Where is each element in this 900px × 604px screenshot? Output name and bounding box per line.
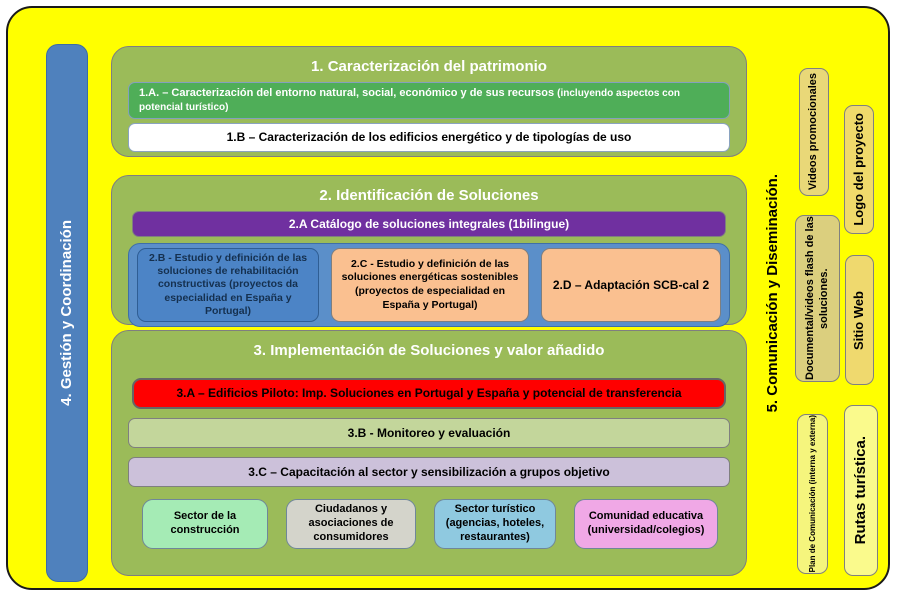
sitio-web-box [845, 255, 874, 385]
item-2a-box: 2.A Catálogo de soluciones integrales (1bilingue) [132, 211, 726, 237]
audience-construction-box: Sector de la construcción [142, 499, 268, 549]
rutas-turistica-box [844, 405, 878, 576]
section-1-title: 1. Caracterización del patrimonio [311, 58, 547, 75]
audience-citizens-box: Ciudadanos y asociaciones de consumidores [286, 499, 416, 549]
logo-proyecto-box [844, 105, 874, 234]
rutas-turistica-label: Rutas turística. [851, 436, 869, 545]
videos-promocionales-box [799, 68, 829, 196]
item-3a-box: 3.A – Edificios Piloto: Imp. Soluciones en Portugal y España y potencial de transferencia [132, 378, 726, 409]
item-3c-box: 3.C – Capacitación al sector y sensibilización a grupos objetivo [128, 457, 730, 487]
logo-proyecto-label: Logo del proyecto [850, 113, 866, 226]
section-1-panel [111, 46, 747, 157]
section-2-solutions-container [128, 243, 730, 327]
section-2-title: 2. Identificación de Soluciones [319, 187, 539, 204]
management-bar [46, 44, 88, 582]
documental-videos-box [795, 215, 840, 382]
item-1a-label: 1.A. – Caracterización del entorno natural, social, económico y de sus recursos [139, 87, 558, 99]
item-2b-box: 2.B - Estudio y definición de las soluciones de rehabilitación constructivas (proyectos da especialidad en España y Portugal) [137, 248, 319, 322]
documental-videos-label: Documental/videos flash de las soluciones. [803, 216, 830, 381]
section-3-title: 3. Implementación de Soluciones y valor añadido [253, 342, 605, 359]
section-3-panel [111, 330, 747, 576]
management-bar-label: 4. Gestión y Coordinación [57, 220, 75, 406]
sitio-web-label: Sitio Web [851, 290, 867, 350]
audience-row [142, 499, 718, 549]
section-2-panel [111, 175, 747, 325]
communication-title: 5. Comunicación y Diseminación. [763, 173, 781, 413]
item-2d-box: 2.D – Adaptación SCB-cal 2 [541, 248, 721, 322]
item-1a-note: (incluyendo aspectos con potencial turístico) [139, 88, 680, 114]
plan-comunicacion-box [797, 414, 828, 574]
diagram-background [6, 6, 890, 590]
item-1a-box [128, 82, 730, 119]
audience-tourism-box: Sector turístico (agencias, hoteles, restaurantes) [434, 499, 556, 549]
audience-education-box: Comunidad educativa (universidad/colegios) [574, 499, 718, 549]
videos-promocionales-label: Videos promocionales [807, 73, 820, 191]
plan-comunicacion-label: Plan de Comunicación (interna y externa) [807, 415, 817, 573]
item-1b-box: 1.B – Caracterización de los edificios energético y de tipologías de uso [128, 123, 730, 152]
item-2c-box: 2.C - Estudio y definición de las soluciones energéticas sostenibles (proyectos de especialidad en España y Portugal) [331, 248, 529, 322]
item-3b-box: 3.B - Monitoreo y evaluación [128, 418, 730, 448]
communication-title-wrap [758, 158, 788, 428]
